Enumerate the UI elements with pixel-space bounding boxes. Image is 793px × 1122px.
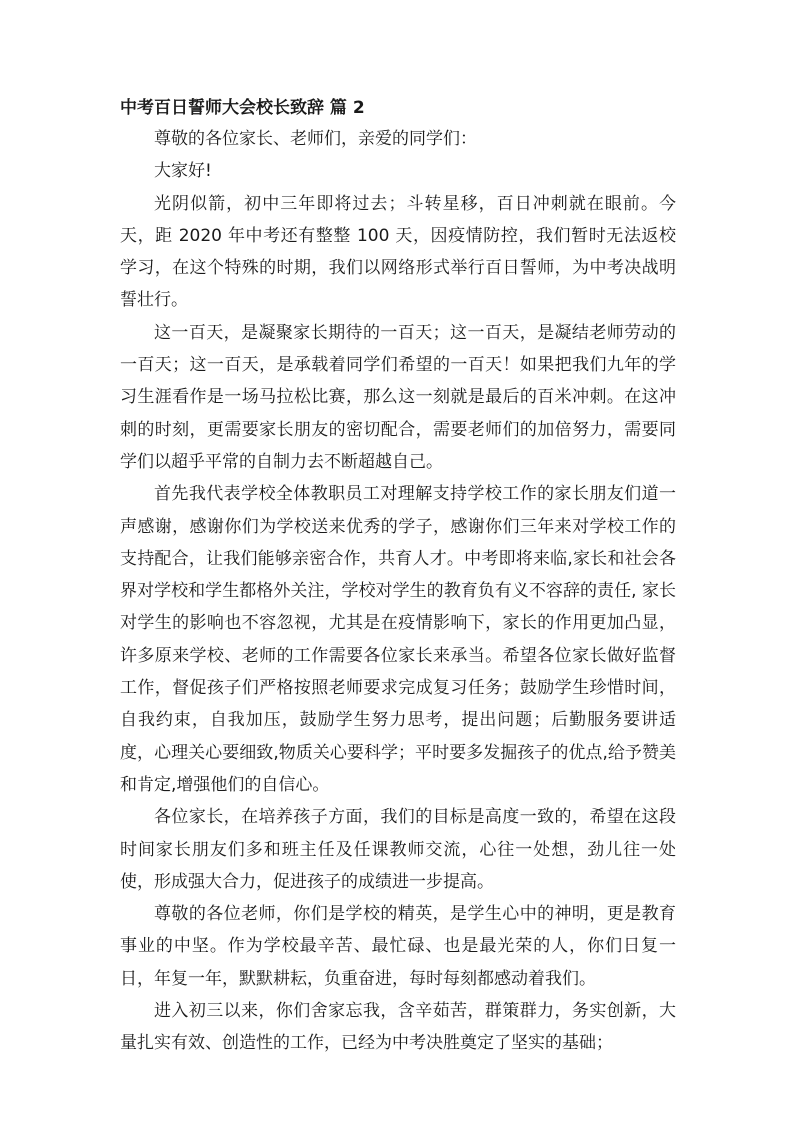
paragraph-hundred-days: 这一百天，是凝聚家长期待的一百天；这一百天，是凝结老师劳动的一百天；这一百天，是承载着同学们希望的一百天！如果把我们九年的学习生涯看作是一场马拉松比赛，那么这一刻就是最后的百米冲刺。在这冲刺的时刻，更需要家长朋友的密切配合，需要老师们的加倍努力，需要同学们以超乎平常的自制力去不断超越自己。 bbox=[120, 322, 676, 472]
document-title: 中考百日誓师大会校长致辞 篇 2 bbox=[120, 98, 365, 118]
paragraph-teachers: 尊敬的各位老师，你们是学校的精英，是学生心中的神明，更是教育事业的中坚。作为学校最辛苦、最忙碌、也是最光荣的人，你们日复一日，年复一年，默默耕耘，负重奋进，每时每刻都感动着我们。 bbox=[120, 904, 676, 989]
paragraph-grade-three: 进入初三以来，你们舍家忘我，含辛茹苦，群策群力，务实创新，大量扎实有效、创造性的工作，已经为中考决胜奠定了坚实的基础； bbox=[120, 1001, 676, 1054]
paragraph-opening: 光阴似箭，初中三年即将过去；斗转星移，百日冲刺就在眼前。今天，距 2020 年中考还有整整 100 天，因疫情防控，我们暂时无法返校学习，在这个特殊的时期，我们以网络形式举行百日誓师，为中考决战明誓壮行。 bbox=[120, 193, 676, 311]
paragraph-salutation: 尊敬的各位家长、老师们，亲爱的同学们： bbox=[154, 129, 477, 149]
paragraph-greeting: 大家好! bbox=[154, 161, 212, 182]
paragraph-parents-goal: 各位家长，在培养孩子方面，我们的目标是高度一致的，希望在这段时间家长朋友们多和班主任及任课教师交流，心往一处想，劲儿往一处使，形成强大合力，促进孩子的成绩进一步提高。 bbox=[120, 807, 676, 892]
paragraph-parents-thanks: 首先我代表学校全体教职员工对理解支持学校工作的家长朋友们道一声感谢，感谢你们为学校送来优秀的学子，感谢你们三年来对学校工作的支持配合，让我们能够亲密合作，共育人才。中考即将来临,家长和社会各界对学校和学生都格外关注，学校对学生的教育负有义不容辞的责任, 家长对学生的影响也不容忽视，尤其是在疫情影响下，家长的作用更加凸显，许多原来学校、老师的工作需要各位家长来承当。希望各位家长做好监督工作，督促孩子们严格按照老师要求完成复习任务；鼓励学生珍惜时间，自我约束，自我加压，鼓励学生努力思考，提出问题；后勤服务要讲适度，心理关心要细致,物质关心要科学；平时要多发掘孩子的优点,给予赞美和肯定,增强他们的自信心。 bbox=[120, 484, 676, 795]
document-page bbox=[120, 96, 676, 1060]
